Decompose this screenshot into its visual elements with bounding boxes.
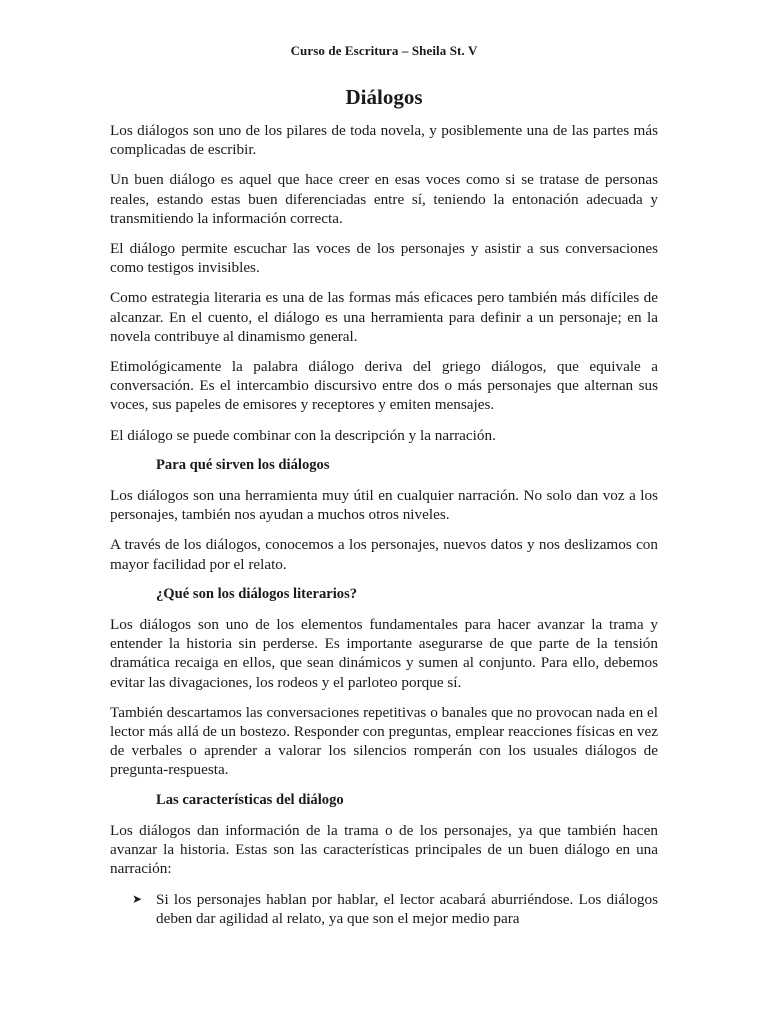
paragraph: Los diálogos dan información de la trama o de los personajes, ya que también hacen avanzar la historia. Estas son las características principales de un buen diálogo en una narración: [110, 821, 658, 878]
list-item [110, 890, 658, 928]
running-header: Curso de Escritura – Sheila St. V [290, 43, 478, 58]
section-heading-que-son: ¿Qué son los diálogos literarios? [156, 585, 358, 602]
arrowhead-bullet-icon: ➤ [132, 891, 143, 906]
paragraph: El diálogo se puede combinar con la descripción y la narración. [110, 426, 496, 444]
paragraph: Etimológicamente la palabra diálogo deriva del griego diálogos, que equivale a conversación. Es el intercambio discursivo entre dos o más personajes que alternan sus voces, sus papeles de emisores y receptores y emiten mensajes. [110, 358, 658, 414]
paragraph: Como estrategia literaria es una de las formas más eficaces pero también más difíciles de alcanzar. En el cuento, el diálogo es una herramienta para definir a un personaje; en la novela contribuye al dinamismo general. [110, 289, 658, 345]
paragraph: Un buen diálogo es aquel que hace creer en esas voces como si se tratase de personas reales, estando estas buen diferenciadas entre sí, teniendo la entonación adecuada y transmitiendo la información correcta. [110, 171, 658, 227]
paragraph: También descartamos las conversaciones repetitivas o banales que no provocan nada en el lector más allá de un bostezo. Responder con preguntas, emplear reacciones físicas en vez de verbales o aprender a valorar los silencios romperán con los usuales diálogos de pregunta-respuesta. [110, 703, 658, 779]
section-heading-para-que-sirven: Para qué sirven los diálogos [156, 456, 330, 473]
section-heading-caracteristicas: Las características del diálogo [156, 791, 344, 808]
bullet-list [110, 890, 658, 928]
paragraph: Los diálogos son una herramienta muy útil en cualquier narración. No solo dan voz a los personajes, también nos ayudan a muchos otros niveles. [110, 487, 658, 524]
paragraph: El diálogo permite escuchar las voces de los personajes y asistir a sus conversaciones como testigos invisibles. [110, 240, 658, 277]
paragraph: Los diálogos son uno de los pilares de toda novela, y posiblemente una de las partes más complicadas de escribir. [110, 122, 658, 159]
page-title: Diálogos [345, 85, 423, 109]
paragraph: Los diálogos son uno de los elementos fundamentales para hacer avanzar la trama y entender la historia sin perderse. Es importante asegurarse de que parte de la tensión dramática recaiga en ellos, que sean dinámicos y sumen al conjunto. Para ello, debemos evitar las divagaciones, los rodeos y el parloteo porque sí. [110, 616, 658, 691]
paragraph: A través de los diálogos, conocemos a los personajes, nuevos datos y nos deslizamos con mayor facilidad por el relato. [110, 536, 658, 573]
list-item-text: Si los personajes hablan por hablar, el lector acabará aburriéndose. Los diálogos deben dar agilidad al relato, ya que son el mejor medio para [156, 890, 658, 927]
document-body [110, 121, 658, 928]
